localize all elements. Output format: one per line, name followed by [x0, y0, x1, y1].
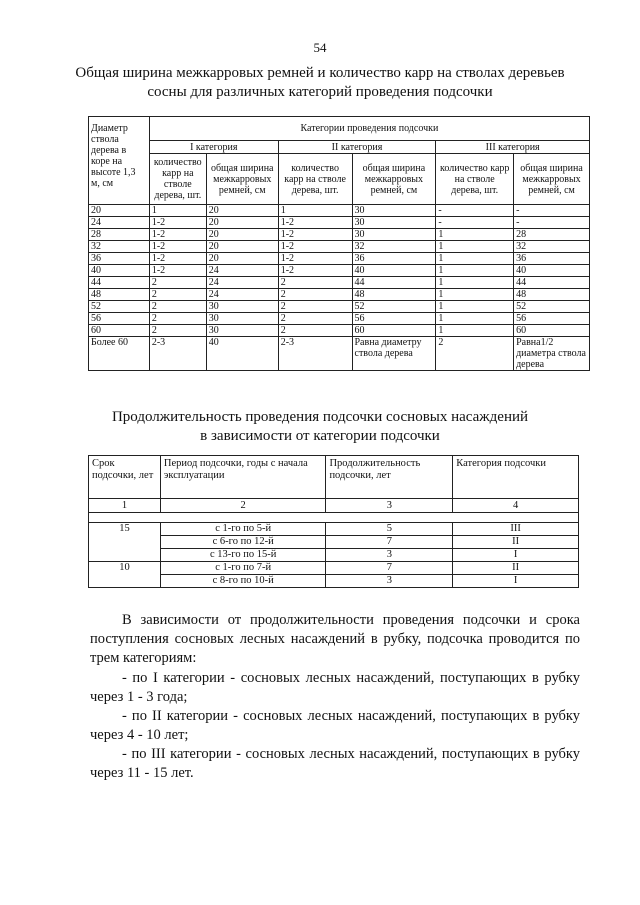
- category-cell: I: [453, 549, 579, 562]
- table-cell: 2-3: [149, 337, 206, 371]
- category-3-header: III категория: [436, 141, 590, 154]
- table-cell: 20: [206, 229, 278, 241]
- table-cell: 1: [149, 205, 206, 217]
- table-row: [89, 289, 590, 301]
- table-cell: 24: [206, 265, 278, 277]
- table-cell: 20: [206, 253, 278, 265]
- duration-cell: 5: [326, 523, 453, 536]
- duration-header: Продолжительность подсочки, лет: [326, 456, 453, 499]
- table-cell: 2: [278, 313, 352, 325]
- table-cell: 1-2: [278, 241, 352, 253]
- table-cell: 40: [352, 265, 436, 277]
- table-cell: 28: [89, 229, 150, 241]
- table-cell: 24: [89, 217, 150, 229]
- table-row: [89, 253, 590, 265]
- table-cell: 2: [149, 277, 206, 289]
- table-cell: 2: [436, 337, 514, 371]
- term-cell: 10: [89, 562, 161, 588]
- cat3-width-header: общая ширина межкарровых ремней, см: [514, 154, 590, 205]
- category-3-item: - по III категории - сосновых лесных насаждений, поступающих в рубку через 11 - 15 лет.: [90, 746, 580, 781]
- table-cell: 32: [89, 241, 150, 253]
- table-cell: 32: [352, 241, 436, 253]
- table-cell: 40: [514, 265, 590, 277]
- table-cell: -: [436, 217, 514, 229]
- table-row: [89, 229, 590, 241]
- table1-body: [89, 205, 590, 371]
- table-cell: 2: [149, 313, 206, 325]
- resin-tapping-width-table: [88, 116, 590, 371]
- category-1-item: - по I категории - сосновых лесных насаждений, поступающих в рубку через 1 - 3 года;: [90, 670, 580, 705]
- table-cell: 1-2: [149, 253, 206, 265]
- table-cell: 20: [89, 205, 150, 217]
- table-cell: 1: [436, 313, 514, 325]
- period-cell: с 1-го по 7-й: [160, 562, 326, 575]
- period-header: Период подсочки, годы с начала эксплуатации: [160, 456, 326, 499]
- duration-cell: 7: [326, 536, 453, 549]
- table-cell: 30: [352, 217, 436, 229]
- table-cell: Более 60: [89, 337, 150, 371]
- table-row: [89, 575, 579, 588]
- table-cell: 32: [514, 241, 590, 253]
- table-cell: 24: [206, 289, 278, 301]
- table-cell: -: [514, 205, 590, 217]
- table-row: [89, 265, 590, 277]
- term-cell: 15: [89, 523, 161, 562]
- period-cell: с 1-го по 5-й: [160, 523, 326, 536]
- table-cell: 60: [89, 325, 150, 337]
- table-cell: -: [514, 217, 590, 229]
- table-cell: 2: [278, 301, 352, 313]
- table-cell: 1: [436, 325, 514, 337]
- table-cell: 52: [352, 301, 436, 313]
- table-cell: 56: [89, 313, 150, 325]
- table-cell: 1: [278, 205, 352, 217]
- table-cell: 40: [206, 337, 278, 371]
- column-number: 4: [453, 499, 579, 513]
- table-cell: 20: [206, 205, 278, 217]
- column-number: 2: [160, 499, 326, 513]
- category-cell: I: [453, 575, 579, 588]
- table-cell: 30: [206, 301, 278, 313]
- table-cell: 1: [436, 229, 514, 241]
- table-row: [89, 217, 590, 229]
- table-row: [89, 241, 590, 253]
- table-cell: 30: [206, 313, 278, 325]
- table-cell: 1: [436, 265, 514, 277]
- table1-title-line2: сосны для различных категорий проведения подсочки: [147, 84, 493, 100]
- table-cell: 2: [278, 325, 352, 337]
- table1-title: [60, 64, 580, 102]
- table-row: [89, 337, 590, 371]
- table-cell: Равна диаметру ствола дерева: [352, 337, 436, 371]
- table2-title-line1: Продолжительность проведения подсочки сосновых насаждений: [111, 409, 529, 425]
- table-row: [89, 562, 579, 575]
- cat1-count-header: количество карр на стволе дерева, шт.: [149, 154, 206, 205]
- diameter-column-header: Диаметр ствола дерева в коре на высоте 1,3 м, см: [89, 117, 150, 205]
- category-2-item: - по II категории - сосновых лесных насаждений, поступающих в рубку через 4 - 10 лет;: [90, 708, 580, 743]
- table-row: [89, 325, 590, 337]
- table-row: [89, 313, 590, 325]
- table-row: [89, 205, 590, 217]
- table-cell: 44: [514, 277, 590, 289]
- categories-header: Категории проведения подсочки: [149, 117, 589, 141]
- table-cell: 52: [514, 301, 590, 313]
- table-row: [89, 277, 590, 289]
- table-cell: 1-2: [278, 229, 352, 241]
- table-cell: 44: [352, 277, 436, 289]
- page-number: 54: [313, 40, 327, 55]
- table-cell: 52: [89, 301, 150, 313]
- period-cell: с 13-го по 15-й: [160, 549, 326, 562]
- table-cell: 56: [514, 313, 590, 325]
- cat2-width-header: общая ширина межкарровых ремней, см: [352, 154, 436, 205]
- table-cell: 2: [278, 289, 352, 301]
- table-cell: 40: [89, 265, 150, 277]
- table-cell: 48: [514, 289, 590, 301]
- table-cell: 2: [149, 325, 206, 337]
- table1-title-line1: Общая ширина межкарровых ремней и количество карр на стволах деревьев: [75, 65, 565, 81]
- table-cell: 56: [352, 313, 436, 325]
- table-cell: 60: [352, 325, 436, 337]
- category-cell: II: [453, 536, 579, 549]
- table-cell: 1: [436, 253, 514, 265]
- period-cell: с 8-го по 10-й: [160, 575, 326, 588]
- table2-title-line2: в зависимости от категории подсочки: [200, 428, 440, 444]
- table-cell: 1-2: [149, 265, 206, 277]
- term-header: Срок подсочки, лет: [89, 456, 161, 499]
- table-cell: 1-2: [278, 217, 352, 229]
- period-cell: с 6-го по 12-й: [160, 536, 326, 549]
- table-cell: 1-2: [278, 253, 352, 265]
- category-cell: II: [453, 562, 579, 575]
- table-row: [89, 536, 579, 549]
- table-cell: 1: [436, 301, 514, 313]
- cat3-count-header: количество карр на стволе дерева, шт.: [436, 154, 514, 205]
- table-cell: 1: [436, 277, 514, 289]
- table-cell: Равна1/2 диаметра ствола дерева: [514, 337, 590, 371]
- intro-paragraph: В зависимости от продолжительности проведения подсочки и срока поступления сосновых лесных насаждений в рубку, подсочка проводится по трем категориям:: [90, 612, 580, 666]
- table-cell: 20: [206, 241, 278, 253]
- table-cell: 36: [352, 253, 436, 265]
- table-cell: 48: [352, 289, 436, 301]
- table-cell: 36: [514, 253, 590, 265]
- category-2-header: II категория: [278, 141, 436, 154]
- column-number: 3: [326, 499, 453, 513]
- table-cell: 2-3: [278, 337, 352, 371]
- tapping-duration-table: [88, 455, 579, 588]
- table-row: [89, 549, 579, 562]
- table-cell: 2: [278, 277, 352, 289]
- table-cell: 30: [352, 205, 436, 217]
- table-cell: 1-2: [149, 229, 206, 241]
- duration-cell: 3: [326, 549, 453, 562]
- table-cell: 2: [149, 289, 206, 301]
- table-cell: 30: [206, 325, 278, 337]
- category-cell: III: [453, 523, 579, 536]
- table-cell: -: [436, 205, 514, 217]
- table-cell: 20: [206, 217, 278, 229]
- category-header: Категория подсочки: [453, 456, 579, 499]
- duration-cell: 3: [326, 575, 453, 588]
- table-cell: 1-2: [278, 265, 352, 277]
- cat1-width-header: общая ширина межкарровых ремней, см: [206, 154, 278, 205]
- table-cell: 36: [89, 253, 150, 265]
- table-cell: 2: [149, 301, 206, 313]
- table-row: [89, 523, 579, 536]
- table-cell: 60: [514, 325, 590, 337]
- table-cell: 30: [352, 229, 436, 241]
- table-cell: 1-2: [149, 217, 206, 229]
- table-cell: 1: [436, 289, 514, 301]
- table-cell: 1-2: [149, 241, 206, 253]
- table-cell: 44: [89, 277, 150, 289]
- cat2-count-header: количество карр на стволе дерева, шт.: [278, 154, 352, 205]
- table-cell: 28: [514, 229, 590, 241]
- column-number: 1: [89, 499, 161, 513]
- table-cell: 48: [89, 289, 150, 301]
- category-1-header: I категория: [149, 141, 278, 154]
- table2-body: [89, 523, 579, 588]
- table-cell: 1: [436, 241, 514, 253]
- duration-cell: 7: [326, 562, 453, 575]
- table-cell: 24: [206, 277, 278, 289]
- table2-title: [60, 408, 580, 446]
- table-row: [89, 301, 590, 313]
